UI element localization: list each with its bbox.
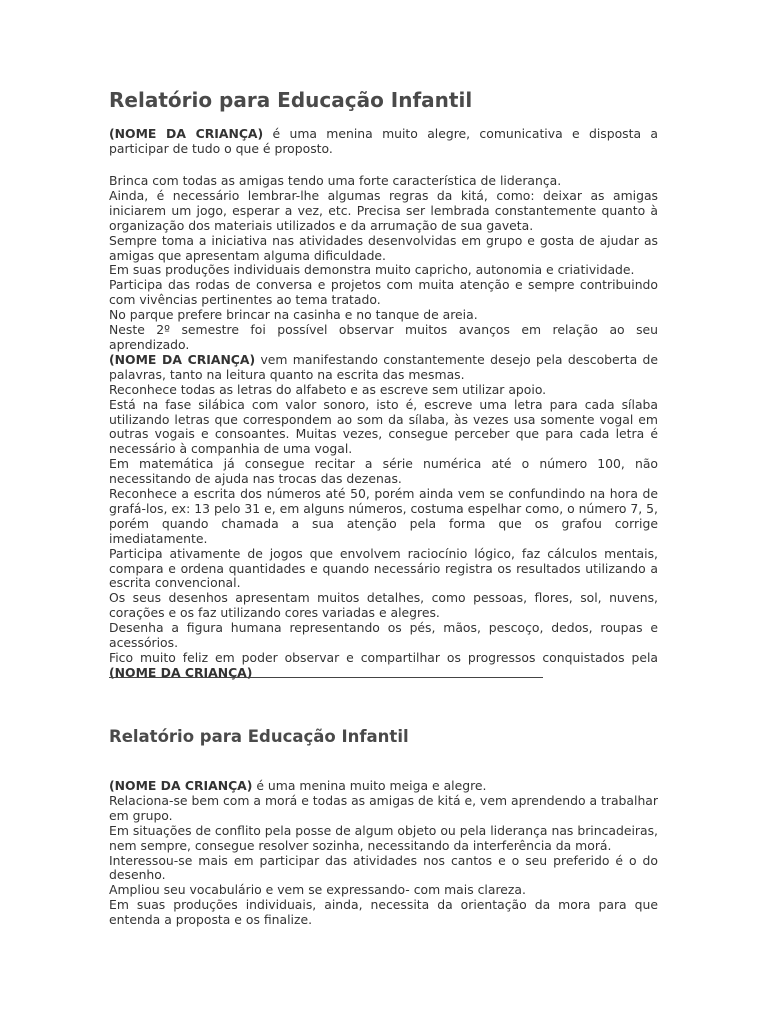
paragraph: Desenha a figura humana representando os pés, mãos, pescoço, dedos, roupas e acessórios. — [109, 620, 658, 651]
paragraph: Ainda, é necessário lembrar-lhe algumas regras da kitá, como: deixar as amigas iniciarem um jogo, esperar a vez, etc. Precisa ser lembrada constantemente quanto à organização dos materiais utilizados e da arrumação de sua gaveta. — [109, 187, 658, 233]
paragraph: Ampliou seu vocabulário e vem se expressando- com mais clareza. — [109, 882, 526, 898]
report-1-title: Relatório para Educação Infantil — [109, 88, 473, 112]
paragraph: Reconhece a escrita dos números até 50, porém ainda vem se confundindo na hora de grafá-los, ex: 13 pelo 31 e, em alguns números, costuma espelhar como, o número 7, 5, porém quando chamada a sua atenção pela forma que os grafou corrige imediatamente. — [109, 486, 658, 546]
intro-paragraph — [109, 779, 658, 794]
paragraph: Sempre toma a iniciativa nas atividades desenvolvidas em grupo e gosta de ajudar as amigas que apresentam alguma dificuldade. — [109, 232, 658, 263]
paragraph: Os seus desenhos apresentam muitos detalhes, como pessoas, flores, sol, nuvens, corações e os faz utilizando cores variadas e alegres. — [109, 590, 658, 621]
report-1-body — [109, 174, 658, 681]
report-2-title: Relatório para Educação Infantil — [109, 727, 409, 746]
paragraph: Brinca com todas as amigas tendo uma forte característica de liderança. — [109, 173, 562, 188]
paragraph: Está na fase silábica com valor sonoro, isto é, escreve uma letra para cada sílaba utilizando letras que correspondem ao som da sílaba, às vezes usa somente vogal em outras vogais e consoantes. Muitas vezes, consegue perceber que para cada letra é necessário à companhia de uma vogal. — [109, 396, 658, 457]
progress-paragraph — [109, 353, 658, 383]
child-name-placeholder: (NOME DA CRIANÇA) — [109, 126, 264, 141]
section-divider — [109, 677, 543, 678]
child-name-placeholder: (NOME DA CRIANÇA) — [109, 664, 253, 680]
paragraph: Em situações de conflito pela posse de algum objeto ou pela liderança nas brincadeiras, nem sempre, consegue resolver sozinha, necessitando da interferência da morá. — [109, 822, 658, 853]
paragraph: Participa das rodas de conversa e projetos com muita atenção e sempre contribuindo com vivências pertinentes ao tema tratado. — [109, 277, 658, 308]
paragraph: Reconhece todas as letras do alfabeto e as escreve sem utilizar apoio. — [109, 381, 547, 397]
paragraph: Interessou-se mais em participar das atividades nos cantos e o seu preferido é o do desenho. — [109, 852, 658, 883]
child-name-placeholder: (NOME DA CRIANÇA) — [109, 351, 256, 367]
child-name-placeholder: (NOME DA CRIANÇA) — [109, 778, 253, 793]
paragraph: Em matemática já consegue recitar a série numérica até o número 100, não necessitando de ajuda nas trocas das dezenas. — [109, 456, 658, 487]
report-2-body — [109, 779, 658, 928]
intro-paragraph — [109, 127, 658, 157]
paragraph: Participa ativamente de jogos que envolvem raciocínio lógico, faz cálculos mentais, compara e ordena quantidades e quando necessário registra os resultados utilizando a escrita convencional. — [109, 545, 658, 591]
paragraph: Relaciona-se bem com a morá e todas as amigas de kitá e, vem aprendendo a trabalhar em grupo. — [109, 792, 658, 823]
intro-text: é uma menina muito meiga e alegre. — [252, 778, 487, 793]
progress-text: vem manifestando constantemente desejo pela descoberta de palavras, tanto na leitura quanto na escrita das mesmas. — [109, 351, 658, 382]
paragraph: No parque prefere brincar na casinha e no tanque de areia. — [109, 307, 478, 323]
intro-text: é uma menina muito alegre, comunicativa e disposta a participar de tudo o que é proposto. — [109, 126, 658, 156]
report-1-intro — [109, 127, 658, 157]
paragraph: Neste 2º semestre foi possível observar muitos avanços em relação ao seu aprendizado. — [109, 322, 658, 352]
paragraph: Em suas produções individuais, ainda, necessita da orientação da mora para que entenda a proposta e os finalize. — [109, 897, 658, 928]
paragraph: Em suas produções individuais demonstra muito capricho, autonomia e criatividade. — [109, 262, 635, 278]
closing-text: Fico muito feliz em poder observar e compartilhar os progressos conquistados pela — [109, 650, 658, 665]
